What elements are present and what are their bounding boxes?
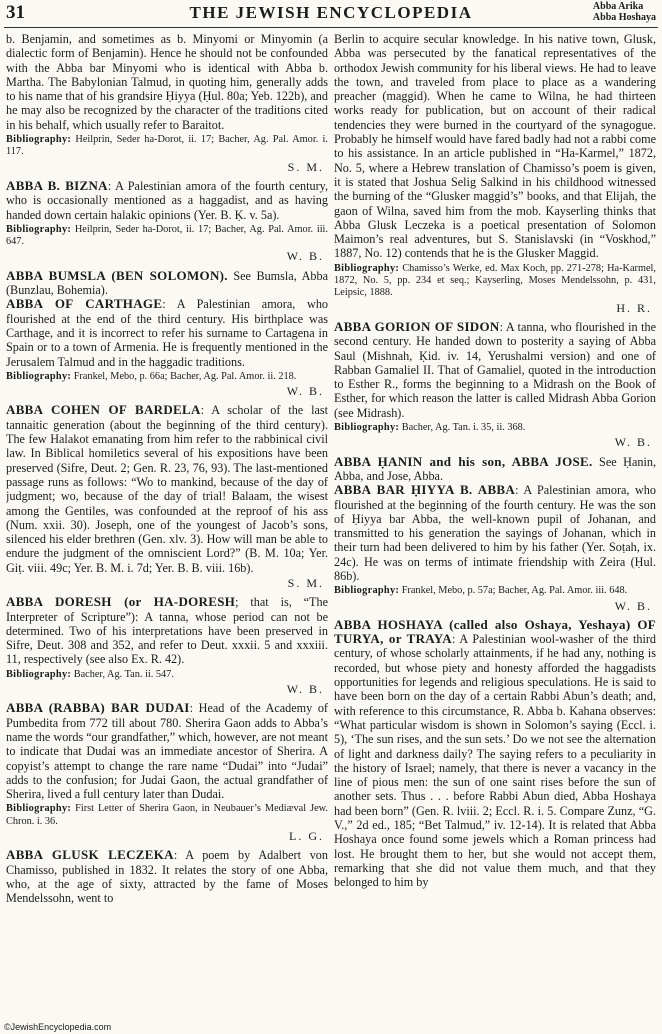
bibliography-label: Bibliography: [6, 803, 72, 815]
guide-words [593, 1, 656, 23]
bibliography-text: Chamisso’s Werke, ed. Max Koch, pp. 271-278; Ha-Karmel, 1872, No. 5, pp. 234 et seq.; Kayserling, Moses Mendelssohn, p. 431, Leipsic, 1888. [334, 262, 656, 299]
article-paragraph: Berlin to acquire secular knowledge. In his native town, Glusk, Abba was persecuted by the fanatical representatives of the orthodox Jewish community for his liberal views. He had to leave the town, and traveled from place to place as a wandering preacher (maggid). When he came to Wilna, he had thirteen works ready for publication, but on account of their radical tendencies they were burned in the courtyard of the synagogue. Probably he himself would have fared badly had not a rabbi come to his assistance. In an article published in “Ha-Karmel,” 1872, No. 5, where a Hebrew translation of Chamisso’s poem is given, it is stated that Joshua Selig Salkind in his childhood witnessed the burning of the “Glusker maggid’s” books, and that Elijah, the gaon of Wilna, saved him from the mob. Kayserling thinks that Abba Glusk Leczeka is a poetical presentation of Solomon Maimon’s real adventures, but S. Stanislavski (in “Voskhod,” 1887, No. 12) contends that he is the Glusker Maggid. [334, 32, 656, 261]
page-header [0, 0, 662, 30]
bibliography-text: Frankel, Mebo, p. 57a; Bacher, Ag. Pal. Amor. iii. 648. [401, 585, 628, 597]
guide-word-bottom: Abba Hoshaya [592, 12, 656, 23]
bibliography-label: Bibliography: [6, 134, 72, 146]
entry-text: See Bumsla, Abba (Bunzlau, Bohemia). [6, 268, 328, 298]
entry-heading: ABBA BAR ḤIYYA B. ABBA [334, 482, 516, 498]
bibliography [6, 224, 328, 249]
author-initials: H. R. [616, 300, 652, 315]
entry-heading: ABBA GLUSK LECZEKA [6, 847, 174, 863]
author-initials: W. B. [614, 435, 652, 450]
author-initials: W. B. [614, 598, 652, 613]
entry-text: : Head of the Academy of Pumbedita from 772 till about 780. Sherira Gaon adds to Abba’s name the words “our grandfather,” which, however, are not meant to indicate that Dudai was an immediate ancestor of Sherira. A copyist’s attempt to change the rare name “Dudai” into “Judai” adds to the confusion; for Judai Gaon, the actual grandfather of Sherira, lived a full century later than Dudai. [6, 701, 328, 802]
entry-text: : A Palestinian amora, who flourished at the beginning of the fourth century. He was the son of Ḥiyya bar Abba, the well-known pupil of Johanan, and transmitted to his generation the sayings of Johanan, which in their turn had been delivered to him by his father (Yer. Soṭah, ix. 24c). He was on terms of intimate friendship with Zeira (Ḥul. 86b). [334, 483, 656, 583]
right-column [334, 32, 656, 1022]
entry-paragraph [334, 483, 656, 583]
entry-text: See Ḥanin, Abba, and Jose, Abba. [334, 454, 656, 483]
bibliography [6, 134, 328, 159]
guide-word-top: Abba Arika [592, 1, 644, 12]
bibliography [6, 669, 328, 681]
page-number: 31 [6, 2, 25, 23]
bibliography-text: First Letter of Sherira Gaon, in Neubauer’s Mediæval Jew. Chron. i. 36. [6, 803, 328, 827]
entry-heading: ABBA HOSHAYA (called also Oshaya, Yeshaya) OF TURYA, or TRAYA [334, 616, 656, 647]
entry-heading: ABBA OF CARTHAGE [6, 296, 163, 312]
entry-paragraph [6, 179, 328, 222]
bibliography-text: Heilprin, Seder ha-Dorot, ii. 17; Bacher, Ag. Pal. Amor. iii. 647. [6, 223, 328, 248]
bibliography-text: Heilprin, Seder ha-Dorot, ii. 17; Bacher, Ag. Pal. Amor. i. 117. [6, 134, 328, 158]
entry-heading: ABBA (RABBA) BAR DUDAI [6, 700, 190, 716]
bibliography-label: Bibliography: [6, 223, 72, 235]
bibliography [6, 803, 328, 828]
entry-paragraph [6, 848, 328, 905]
entry-paragraph [334, 455, 656, 484]
entry-paragraph [6, 403, 328, 575]
bibliography [334, 585, 656, 597]
entry-heading: ABBA ḤANIN and his son, ABBA JOSE. [334, 453, 593, 469]
author-initials: W. B. [286, 249, 324, 264]
entry-heading: ABBA B. BIZNA [6, 177, 108, 193]
entry-paragraph [6, 297, 328, 368]
bibliography-label: Bibliography: [6, 370, 72, 382]
bibliography-text: Bacher, Ag. Tan. i. 35, ii. 368. [401, 422, 526, 434]
entry-paragraph [334, 618, 656, 890]
entry-heading: ABBA COHEN OF BARDELA [6, 402, 201, 418]
entry-paragraph [334, 320, 656, 420]
bibliography-label: Bibliography: [334, 422, 400, 434]
bibliography [334, 263, 656, 300]
author-initials: S. M. [287, 159, 324, 174]
article-paragraph: b. Benjamin, and sometimes as b. Minyomi or Minyomin (a dialectic form of Benjamin). Hence he should not be confounded with the Abba bar Minyomi who is identical with Abba b. Martha. The Babylonian Talmud, in quoting him, generally adds to his name that of his grandsire Ḥiyya (Ḥul. 80a; Yeb. 122b), and he may also be recognized by the character of the traditions cited in his behalf, which usually refer to Baraitot. [6, 32, 328, 132]
author-initials: L. G. [289, 829, 324, 844]
bibliography-label: Bibliography: [6, 668, 72, 680]
running-title: THE JEWISH ENCYCLOPEDIA [189, 3, 473, 22]
entry-text: : A poem by Adalbert von Chamisso, published in 1832. It relates the story of one Abba, who, at the age of sixty, attracted by the fame of Moses Mendelssohn, went to [6, 848, 328, 906]
author-initials: W. B. [286, 384, 324, 399]
entry-heading: ABBA DORESH (or HA-DORESH [6, 594, 236, 610]
bibliography-label: Bibliography: [334, 585, 400, 597]
bibliography [334, 422, 656, 434]
entry-heading: ABBA GORION OF SIDON [334, 318, 500, 334]
footer-credit: ©JewishEncyclopedia.com [4, 1022, 112, 1032]
entry-heading: ABBA BUMSLA (BEN SOLOMON). [6, 267, 228, 283]
bibliography [6, 371, 328, 383]
bibliography-text: Bacher, Ag. Tan. ii. 547. [73, 668, 174, 680]
entry-paragraph [6, 269, 328, 298]
entry-text: : A scholar of the last tannaitic generation (about the beginning of the third century). The few Halakot emanating from him refer to the rabbinical civil law. In Biblical homiletics several of his expositions have been preserved (Sifre, Deut. 2; Gen. R. 23, 76, 93). The last-mentioned passage runs as follows: “Wo to mankind, because of the day of judgment; wo, because of the day of trial! Balaam, the wisest among the Gentiles, was confounded at the reproof of his ass (Num. xxii. 30). Joseph, one of the youngest of Jacob’s sons, silenced his elder brethren (Gen. xlv. 3). How will man be able to endure the judgment of the omniscient Lord?” (B. M. 10a; Yer. Giṭ. viii. 49c; Yer. B. M. i. 7d; Yer. B. B. viii. 16b). [6, 403, 328, 575]
left-column [6, 32, 328, 1022]
entry-paragraph [6, 595, 328, 666]
entry-text: : A tanna, who flourished in the second century. He handed down to posterity a saying of Abba Saul (Mishnah, Ḳid. iv. 14, Yerushalmi version) and one of Rabban Gamaliel II. That of Gamaliel, quoted in the introduction to Esther R., forms the beginning to a Midrash on the Book of Esther, for which reason the latter is called Midrash Abba Gorion (see Midrash). [334, 319, 656, 420]
bibliography-label: Bibliography: [334, 262, 400, 274]
entry-text: : A Palestinian wool-washer of the third century, of whose scholarly attainments, if he had any, nothing is recorded, but whose piety and honesty afforded the haggadists opportunities for legends and religious speculations. He is said to have been born on the day of a certain Rabbi Abun’s death; and, with reference to this circumstance, R. Abba b. Kahana observes: “What particular wisdom is shown in Solomon’s saying (Eccl. i. 5), ‘The sun rises, and the sun sets.’ Do we not see the alternation of light and darkness daily? The saying refers to a peculiarity in the history of Israel; namely, that there is never a vacancy in the line of pious men: the sun of one saint rises before the sun of another sets. Thus . . . before Rabbi Abun died, Abba Hoshaya had been born” (Gen. R. lviii. 2; Eccl. R. i. 5. Compare Zunz, “G. V.,” 2d ed., 185; “Bet Talmud,” iv. 12-14). It is related that Abba Hoshaya once found some jewels which a Roman princess had lost. He brought them to her, but she would not accept them, remarking that she did not value them much, and that they belonged to him by [334, 632, 656, 890]
entry-text: : A Palestinian amora of the fourth century, who is occasionally mentioned as a haggadist, and as having handed down certain halakic opinions (Yer. B. Ḳ. v. 5a). [6, 178, 328, 222]
entry-text: : A Palestinian amora, who flourished at the end of the third century. His birthplace was Carthage, and it is incorrect to refer his surname to Cartagena in Spain or to a town of Armenia. He is frequently mentioned in the Jerusalem Talmud and in the haggadic traditions. [6, 297, 328, 369]
author-initials: W. B. [286, 682, 324, 697]
entry-text: ; that is, “The Interpreter of Scripture”): A tanna, whose period can not be determined. Two of his interpretations have been preserved in Sifre, Deut. 308 and 352, and refer to Deut. xxxii. 5 and xxxiii. 11, respectively (see also Ex. R. 42). [6, 595, 328, 667]
bibliography-text: Frankel, Mebo, p. 66a; Bacher, Ag. Pal. Amor. ii. 218. [73, 370, 297, 382]
entry-paragraph [6, 701, 328, 801]
author-initials: S. M. [287, 575, 324, 590]
header-rule [4, 27, 658, 28]
